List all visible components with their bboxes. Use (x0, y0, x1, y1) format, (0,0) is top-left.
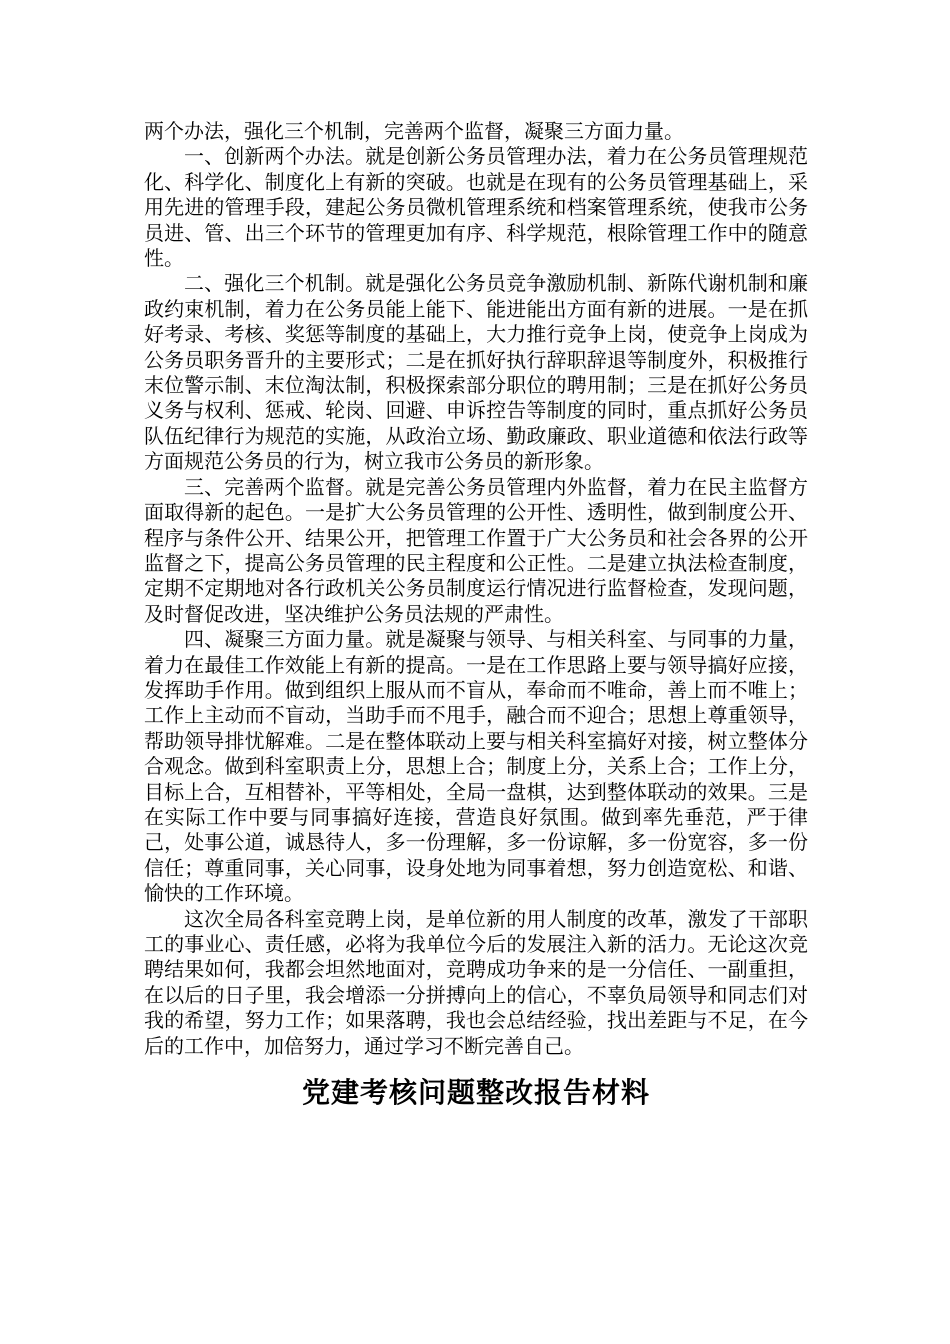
paragraph-section-3: 三、完善两个监督。就是完善公务员管理内外监督，着力在民主监督方面取得新的起色。一是扩大公务员管理的公开性、透明性，做到制度公开、程序与条件公开、结果公开，把管理工作置于广大公务员和社会各界的公开监督之下，提高公务员管理的民主程度和公正性。二是建立执法检查制度，定期不定期地对各行政机关公务员制度运行情况进行监督检查，发现问题，及时督促改进，坚决维护公务员法规的严肃性。 (144, 474, 808, 626)
paragraph-section-2: 二、强化三个机制。就是强化公务员竞争激励机制、新陈代谢机制和廉政约束机制，着力在公务员能上能下、能进能出方面有新的进展。一是在抓好考录、考核、奖惩等制度的基础上，大力推行竞争上岗，使竞争上岗成为公务员职务晋升的主要形式；二是在抓好执行辞职辞退等制度外，积极推行末位警示制、末位淘汰制，积极探索部分职位的聘用制；三是在抓好公务员义务与权利、惩戒、轮岗、回避、申诉控告等制度的同时，重点抓好公务员队伍纪律行为规范的实施，从政治立场、勤政廉政、职业道德和依法行政等方面规范公务员的行为，树立我市公务员的新形象。 (144, 271, 808, 474)
paragraph-conclusion: 这次全局各科室竞聘上岗，是单位新的用人制度的改革，激发了干部职工的事业心、责任感，必将为我单位今后的发展注入新的活力。无论这次竞聘结果如何，我都会坦然地面对，竞聘成功争来的是一分信任、一副重担，在以后的日子里，我会增添一分拼搏向上的信心，不辜负局领导和同志们对我的希望，努力工作；如果落聘，我也会总结经验，找出差距与不足，在今后的工作中，加倍努力，通过学习不断完善自己。 (144, 906, 808, 1058)
paragraph-section-1: 一、创新两个办法。就是创新公务员管理办法，着力在公务员管理规范化、科学化、制度化上有新的突破。也就是在现有的公务员管理基础上，采用先进的管理手段，建起公务员微机管理系统和档案管理系统，使我市公务员进、管、出三个环节的管理更加有序、科学规范，根除管理工作中的随意性。 (144, 144, 808, 271)
next-document-title: 党建考核问题整改报告材料 (301, 1076, 650, 1110)
paragraph-intro: 两个办法，强化三个机制，完善两个监督，凝聚三方面力量。 (144, 119, 684, 143)
document-page (144, 119, 808, 1111)
paragraph-section-4: 四、凝聚三方面力量。就是凝聚与领导、与相关科室、与同事的力量，着力在最佳工作效能上有新的提高。一是在工作思路上要与领导搞好应接，发挥助手作用。做到组织上服从而不盲从，奉命而不唯命，善上而不唯上；工作上主动而不盲动，当助手而不甩手，融合而不迎合；思想上尊重领导，帮助领导排忧解难。二是在整体联动上要与相关科室搞好对接，树立整体分合观念。做到科室职责上分，思想上合；制度上分，关系上合；工作上分，目标上合，互相替补，平等相处，全局一盘棋，达到整体联动的效果。三是在实际工作中要与同事搞好连接，营造良好氛围。做到率先垂范，严于律己，处事公道，诚恳待人，多一份理解，多一份谅解，多一份宽容，多一份信任；尊重同事，关心同事，设身处地为同事着想，努力创造宽松、和谐、愉快的工作环境。 (144, 627, 808, 906)
